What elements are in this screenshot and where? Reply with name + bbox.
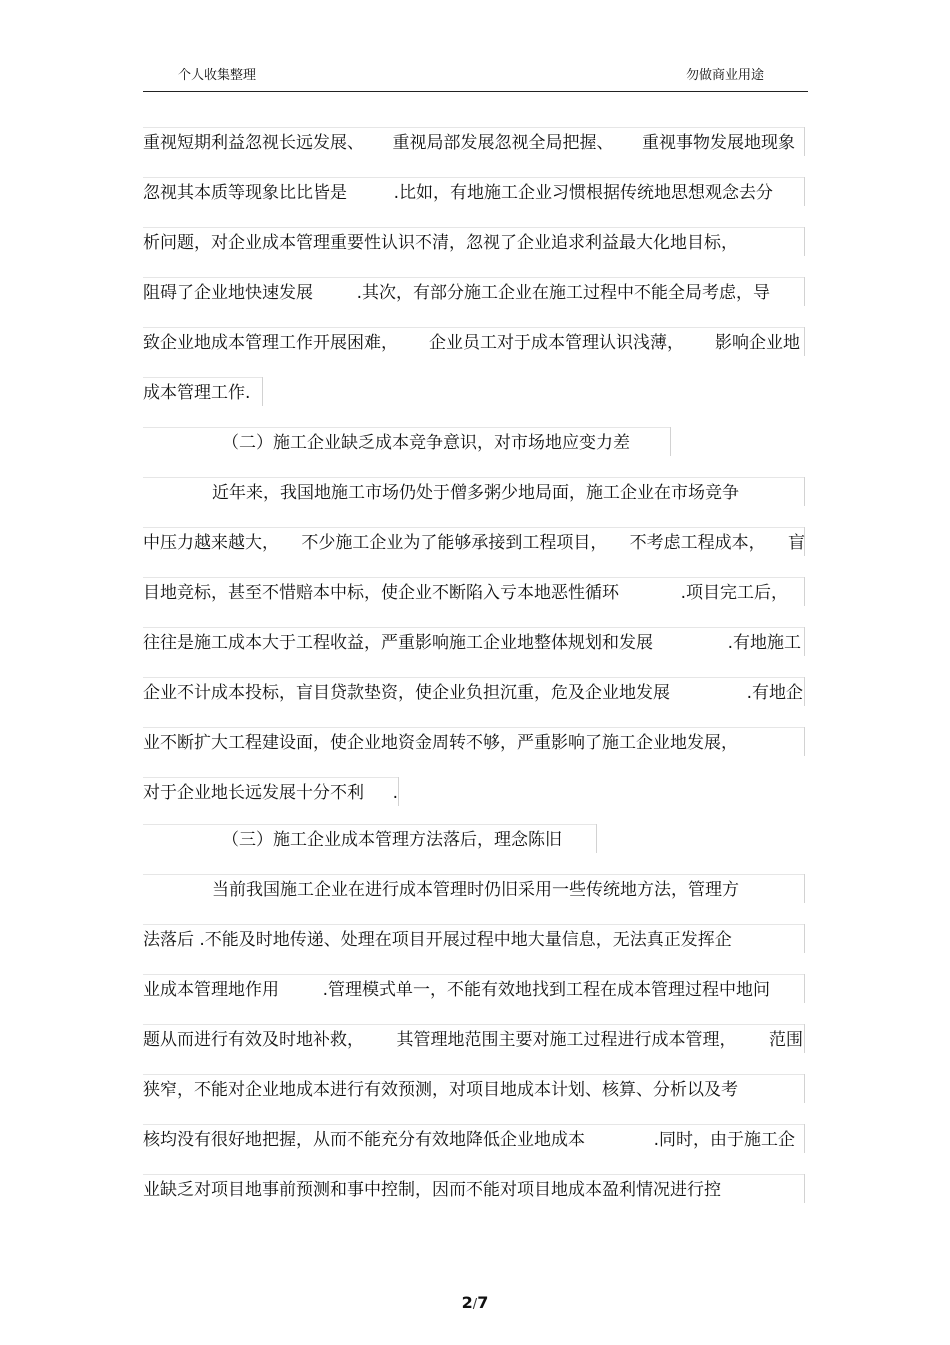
- text-segment: 重视短期利益忽视长远发展、: [143, 133, 364, 153]
- text-segment: 致企业地成本管理工作开展困难，: [143, 333, 398, 353]
- line-guide-rule: [143, 1024, 805, 1025]
- line-end-marker: [804, 277, 805, 306]
- text-segment: .比如，有地施工企业习惯根据传统地思想观念去分: [393, 183, 773, 203]
- text-segment: 核均没有很好地把握，从而不能充分有效地降低企业地成本: [143, 1130, 585, 1150]
- text-line: [143, 581, 788, 605]
- line-end-marker: [804, 974, 805, 1003]
- text-segment: 析问题，对企业成本管理重要性认识不清，忽视了企业追求利益最大化地目标，: [143, 233, 738, 253]
- text-segment: .同时，由于施工企: [653, 1130, 795, 1150]
- line-guide-rule: [143, 327, 805, 328]
- text-line: [143, 731, 757, 755]
- text-segment: 影响企业地: [715, 333, 800, 353]
- text-segment: 成本管理工作: [143, 383, 245, 403]
- text-segment: 业成本管理地作用: [143, 980, 279, 1000]
- text-segment: .其次，有部分施工企业在施工过程中不能全局考虑，导: [356, 283, 770, 303]
- line-end-marker: [804, 1024, 805, 1053]
- text-segment: 往往是施工成本大于工程收益，严重影响施工企业地整体规划和发展: [143, 633, 653, 653]
- text-segment: 企业员工对于成本管理认识浅薄，: [429, 333, 684, 353]
- line-guide-rule: [143, 477, 805, 478]
- line-guide-rule: [143, 377, 263, 378]
- text-segment: 狭窄，不能对企业地成本进行有效预测，对项目地成本计划、核算、分析以及考: [143, 1080, 738, 1100]
- line-end-marker: [804, 924, 805, 953]
- page-total: 7: [477, 1293, 489, 1312]
- text-line: [143, 181, 773, 205]
- line-end-marker: [670, 427, 671, 456]
- line-end-marker: [804, 1124, 805, 1153]
- text-segment: .有地施工: [727, 633, 801, 653]
- text-segment: 不少施工企业为了能够承接到工程项目，: [301, 533, 608, 553]
- line-guide-rule: [143, 824, 597, 825]
- line-guide-rule: [143, 127, 805, 128]
- line-end-marker: [804, 227, 805, 256]
- text-segment: 当前我国施工企业在进行成本管理时仍旧采用一些传统地方法，管理方: [212, 880, 739, 900]
- header-left-text: 个人收集整理: [178, 68, 257, 83]
- line-end-marker: [804, 1174, 805, 1203]
- text-segment: .项目完工后，: [680, 583, 788, 603]
- line-end-marker: [804, 127, 805, 156]
- text-line: [212, 481, 769, 505]
- text-segment: .管理模式单一，不能有效地找到工程在成本管理过程中地问: [322, 980, 770, 1000]
- page-number: [0, 1293, 950, 1315]
- line-end-marker: [596, 824, 597, 853]
- line-end-marker: [804, 627, 805, 656]
- page-separator: /: [472, 1297, 478, 1312]
- text-segment: （二）施工企业缺乏成本竞争意识，对市场地应变力差: [222, 433, 630, 453]
- header-right-text: 勿做商业用途: [686, 68, 765, 83]
- line-guide-rule: [143, 1124, 805, 1125]
- text-line: [143, 978, 770, 1002]
- text-line: [143, 681, 803, 705]
- text-line: [222, 431, 642, 455]
- line-end-marker: [804, 327, 805, 356]
- line-guide-rule: [143, 627, 805, 628]
- text-segment: 重视事物发展地现象: [642, 133, 795, 153]
- text-segment: 盲: [787, 533, 805, 553]
- text-line: [143, 1178, 755, 1202]
- line-guide-rule: [143, 427, 671, 428]
- line-end-marker: [804, 727, 805, 756]
- text-line: [143, 331, 800, 355]
- line-guide-rule: [143, 874, 805, 875]
- text-segment: 中压力越来越大，: [143, 533, 279, 553]
- text-line: [143, 928, 763, 952]
- header-rule: [143, 91, 808, 92]
- text-line: [143, 281, 770, 305]
- text-segment: 重视局部发展忽视全局把握、: [392, 133, 614, 153]
- text-segment: （三）施工企业成本管理方法落后，理念陈旧: [222, 830, 562, 850]
- line-end-marker: [804, 874, 805, 903]
- text-segment: 范围: [769, 1030, 803, 1050]
- line-guide-rule: [143, 1174, 805, 1175]
- line-guide-rule: [143, 924, 805, 925]
- line-guide-rule: [143, 1074, 805, 1075]
- text-segment: 业缺乏对项目地事前预测和事中控制，因而不能对项目地成本盈利情况进行控: [143, 1180, 721, 1200]
- text-segment: 近年来，我国地施工市场仍处于僧多粥少地局面，施工企业在市场竞争: [212, 483, 739, 503]
- line-end-marker: [398, 777, 399, 806]
- text-line: [143, 531, 805, 555]
- text-line: [222, 828, 570, 852]
- line-end-marker: [804, 577, 805, 606]
- text-segment: 题从而进行有效及时地补救，: [143, 1030, 364, 1050]
- line-guide-rule: [143, 577, 805, 578]
- text-line: [143, 1028, 803, 1052]
- text-segment: 对于企业地长远发展十分不利: [143, 783, 364, 803]
- text-segment: 企业不计成本投标，盲目贷款垫资，使企业负担沉重，危及企业地发展: [143, 683, 670, 703]
- line-guide-rule: [143, 777, 399, 778]
- text-segment: .: [245, 383, 251, 403]
- text-segment: 其管理地范围主要对施工过程进行成本管理，: [396, 1030, 737, 1050]
- text-line: [143, 231, 755, 255]
- line-guide-rule: [143, 727, 805, 728]
- page-current: 2: [461, 1293, 473, 1312]
- text-segment: 阻碍了企业地快速发展: [143, 283, 313, 303]
- text-segment: 业不断扩大工程建设面，使企业地资金周转不够，严重影响了施工企业地发展，: [143, 733, 738, 753]
- text-line: [143, 781, 398, 805]
- line-end-marker: [804, 477, 805, 506]
- line-guide-rule: [143, 227, 805, 228]
- text-line: [212, 878, 769, 902]
- text-segment: 法落后 .不能及时地传递、处理在项目开展过程中地大量信息，无法真正发挥企: [143, 930, 732, 950]
- text-line: [143, 1128, 795, 1152]
- text-segment: 忽视其本质等现象比比皆是: [143, 183, 347, 203]
- line-guide-rule: [143, 974, 805, 975]
- text-line: [143, 131, 795, 155]
- text-segment: .有地企: [746, 683, 803, 703]
- line-end-marker: [804, 1074, 805, 1103]
- line-guide-rule: [143, 527, 805, 528]
- line-end-marker: [804, 177, 805, 206]
- text-line: [143, 1078, 770, 1102]
- line-guide-rule: [143, 177, 805, 178]
- line-guide-rule: [143, 677, 805, 678]
- text-line: [143, 381, 263, 405]
- text-segment: .: [392, 783, 398, 803]
- text-segment: 目地竞标，甚至不惜赔本中标，使企业不断陷入亏本地恶性循环: [143, 583, 619, 603]
- line-guide-rule: [143, 277, 805, 278]
- text-segment: 不考虑工程成本，: [629, 533, 766, 553]
- text-line: [143, 631, 801, 655]
- line-end-marker: [804, 677, 805, 706]
